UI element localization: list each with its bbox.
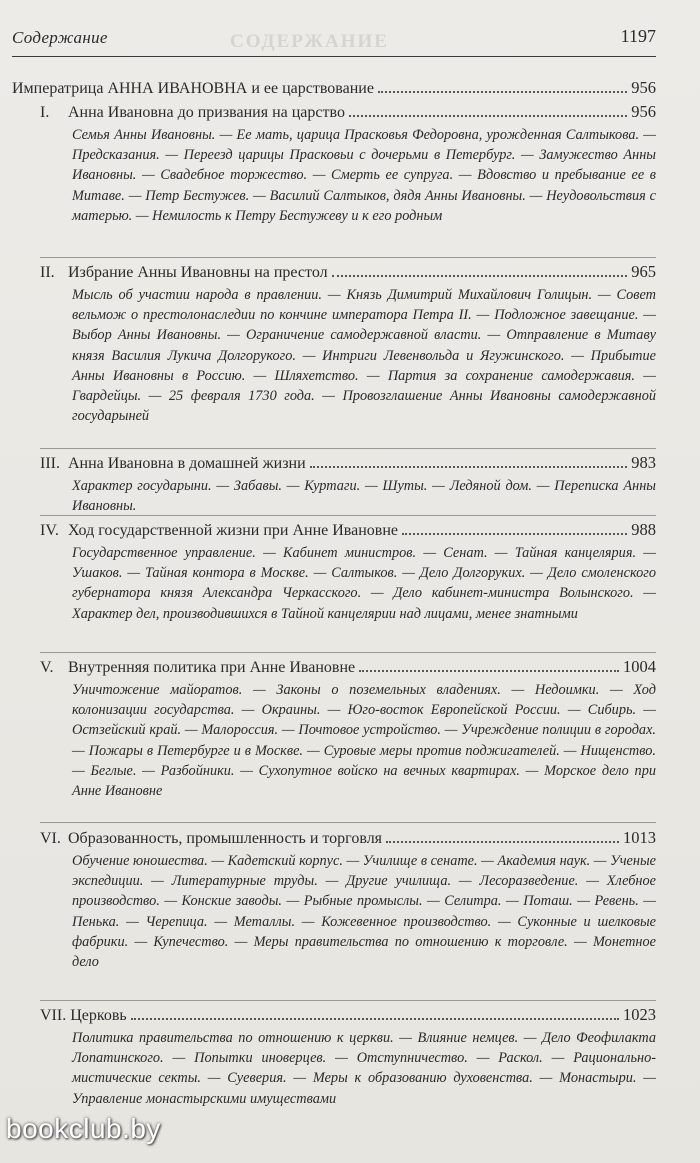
divider	[40, 448, 656, 449]
chapter-entry	[40, 657, 656, 801]
show-through-text: СОДЕРЖАНИЕ	[230, 31, 389, 52]
dot-leader	[386, 831, 619, 843]
chapter-entry	[40, 453, 656, 516]
divider	[40, 1000, 656, 1001]
dot-leader	[402, 523, 627, 535]
chapter-number: IV.	[40, 522, 59, 539]
chapter-description: Характер государыни. — Забавы. — Куртаги. — Шуты. — Ледяной дом. — Переписка Анны Ивановны.	[72, 478, 656, 515]
divider	[40, 515, 656, 516]
divider	[40, 822, 656, 823]
dot-leader	[378, 81, 627, 93]
chapter-number: II.	[40, 264, 55, 281]
chapter-entry	[40, 520, 656, 624]
dot-leader	[131, 1008, 619, 1020]
chapter-description: Государственное управление. — Кабинет министров. — Сенат. — Тайная канцелярия. — Ушаков. — Тайная контора в Москве. — Салтыков. — Дело Долгоруких. — Дело смоленского губернатора князя Александра Черкасского. — Дело кабинет-министра Волынского. — Характер дел, производившихся в Тайной канцелярии над лицами, менее знатными	[72, 545, 656, 622]
dot-leader	[310, 456, 628, 468]
chapter-number: VI.	[40, 830, 61, 847]
chapter-page: 1023	[623, 1005, 656, 1024]
main-entry-title: Императрица АННА ИВАНОВНА и ее царствование	[12, 80, 374, 97]
chapter-number: V.	[40, 659, 54, 676]
chapter-description: Уничтожение майоратов. — Законы о поземельных владениях. — Недоимки. — Ход колонизации государства. — Окраины. — Юго-восток Европейской России. — Сибирь. — Остзейский край. — Малороссия. — Почтовое устройство. — Учреждение полиции в городах. — Пожары в Петербурге и в Москве. — Суровые меры против поджигателей. — Нищенство. — Беглые. — Разбойники. — Сухопутное войско на вечных квартирах. — Морское дело при Анне Ивановне	[72, 682, 656, 800]
chapter-description: Политика правительства по отношению к церкви. — Влияние немцев. — Дело Феофилакта Лопатинского. — Попытки иноверцев. — Отступничество. — Раскол. — Рационально-мистические секты. — Суеверия. — Меры к образованию духовенства. — Монастыри. — Управление монастырскими имуществами	[72, 1030, 656, 1107]
chapter-title: Церковь	[70, 1007, 127, 1024]
chapter-title: Образованность, промышленность и торговля	[68, 830, 383, 847]
chapter-entry	[40, 828, 656, 972]
chapter-title: Ход государственной жизни при Анне Ивановне	[68, 522, 399, 539]
chapter-number: I.	[40, 104, 50, 121]
chapter-page: 988	[631, 520, 656, 539]
dot-leader	[349, 105, 627, 117]
chapter-page: 1004	[623, 657, 656, 676]
chapter-entry	[40, 102, 656, 226]
divider	[40, 257, 656, 258]
chapter-number: VII.	[40, 1007, 67, 1024]
chapter-page: 965	[631, 262, 656, 281]
running-head	[12, 28, 656, 57]
chapter-description: Обучение юношества. — Кадетский корпус. — Училище в сенате. — Академия наук. — Ученые экспедиции. — Литературные труды. — Другие училища. — Лесоразведение. — Хлебное производство. — Конские заводы. — Рыбные промыслы. — Селитра. — Поташ. — Ревень. — Пенька. — Черепица. — Металлы. — Кожевенное производство. — Суконные и шелковые фабрики. — Купечество. — Меры правительства по отношению к торговле. — Монетное дело	[72, 853, 656, 971]
chapter-page: 1013	[623, 828, 656, 847]
divider	[40, 652, 656, 653]
chapter-entry	[40, 1005, 656, 1109]
chapter-page: 956	[631, 102, 656, 121]
dot-leader	[359, 660, 619, 672]
chapter-title: Избрание Анны Ивановны на престол	[68, 264, 328, 281]
chapter-description: Семья Анны Ивановны. — Ее мать, царица Прасковья Федоровна, урожденная Салтыкова. — Предсказания. — Переезд царицы Прасковьи с дочерьми в Петербург. — Замужество Анны Ивановны. — Свадебное торжество. — Смерть ее супруга. — Вдовство и пребывание ее в Митаве. — Петр Бестужев. — Василий Салтыков, дядя Анны Ивановны. — Неудовольствия с матерью. — Немилость к Петру Бестужеву и к его родным	[72, 127, 656, 224]
chapter-page: 983	[631, 453, 656, 472]
page-number: 1197	[620, 26, 656, 46]
chapter-title: Внутренняя политика при Анне Ивановне	[68, 659, 356, 676]
main-entry-page: 956	[631, 78, 656, 97]
chapter-description: Мысль об участии народа в правлении. — Князь Димитрий Михайлович Голицын. — Совет вельмож о престолонаследии по кончине императора Петра II. — Подложное завещание. — Выбор Анны Ивановны. — Ограничение самодержавной власти. — Отправление в Митаву князя Василия Лукича Долгорукого. — Интриги Левенвольда и Ягужинского. — Прибытие Анны Ивановны в Россию. — Шляхетство. — Партия за сохранение самодержавия. — Гвардейцы. — 25 февраля 1730 года. — Провозглашение Анны Ивановны самодержавной государыней	[72, 287, 656, 425]
chapter-entry	[40, 262, 656, 426]
chapter-number: III.	[40, 455, 60, 472]
chapter-title: Анна Ивановна в домашней жизни	[68, 455, 306, 472]
section-label: Содержание	[12, 28, 108, 47]
main-toc-entry	[12, 78, 656, 98]
chapter-title: Анна Ивановна до призвания на царство	[68, 104, 345, 121]
dot-leader	[332, 265, 628, 277]
site-watermark: bookclub.by	[6, 1113, 161, 1144]
